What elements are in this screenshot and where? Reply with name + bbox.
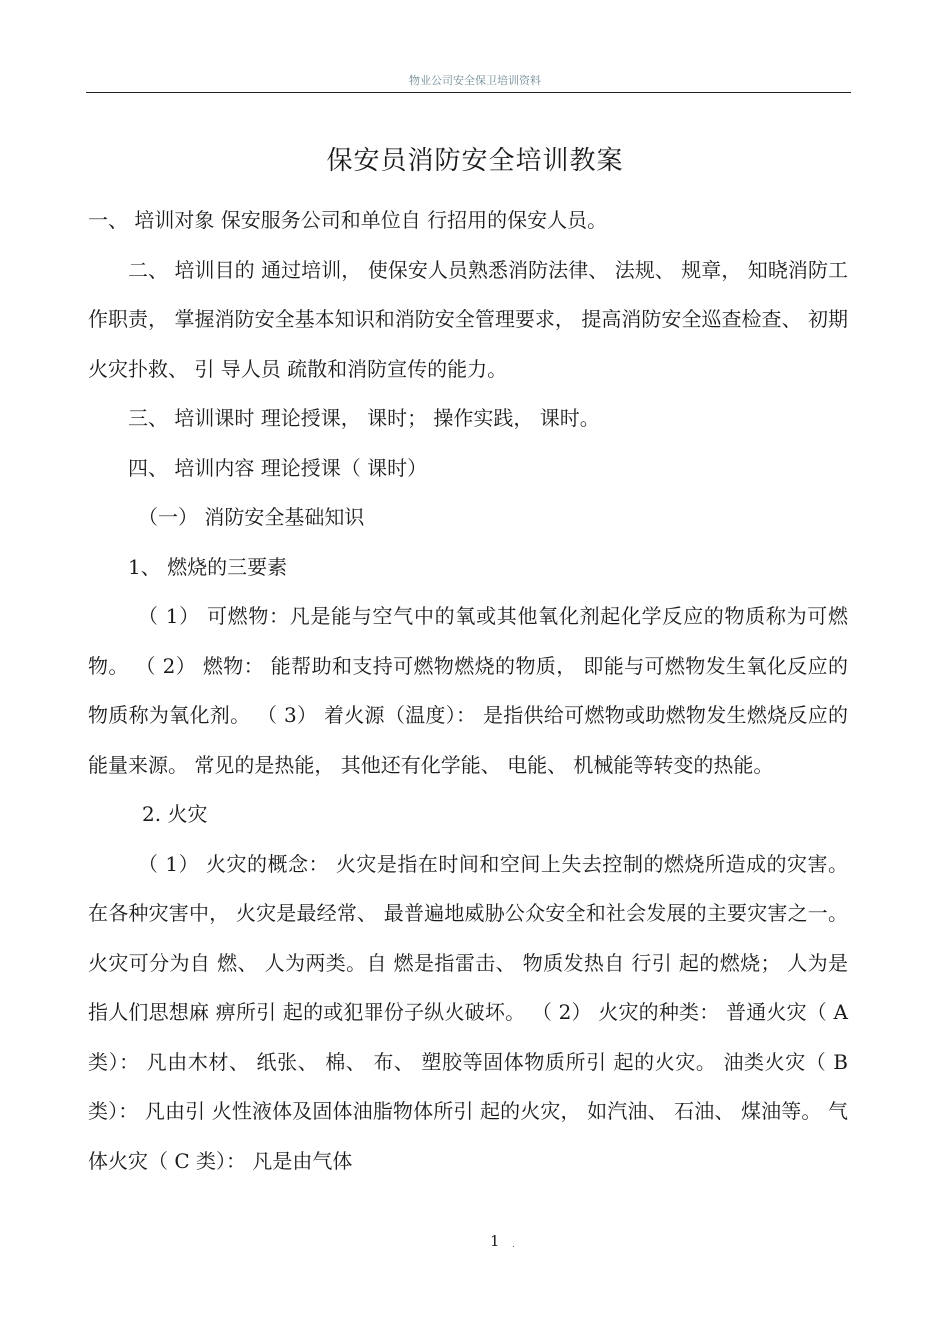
section-training-hours: 三、 培训课时 理论授课， 课时； 操作实践， 课时。 <box>128 406 600 430</box>
page-header: 物业公司安全保卫培训资料 <box>409 74 541 87</box>
section-training-target: 一、 培训对象 保安服务公司和单位自 行招用的保安人员。 <box>88 208 608 232</box>
item-combustion-elements: 1、 燃烧的三要素 <box>128 554 288 579</box>
document-body <box>88 196 848 1186</box>
page-footer-dot: . <box>512 1240 515 1250</box>
item-fire: 2. 火灾 <box>142 802 208 826</box>
subsection-fire-basics: （一） 消防安全基础知识 <box>138 505 365 529</box>
page-number: 1 <box>490 1232 500 1250</box>
header-divider <box>86 92 851 93</box>
section-training-purpose: 二、 培训目的 通过培训， 使保安人员熟悉消防法律、 法规、 规章， 知晓消防工作职责， 掌握消防安全基本知识和消防安全管理要求， 提高消防安全巡查检查、 初期火灾扑救、 引 导人员 疏散和消防宣传的能力。 <box>88 257 848 381</box>
paragraph-fire-details: （ 1） 火灾的概念： 火灾是指在时间和空间上失去控制的燃烧所造成的灾害。 在各种灾害中， 火灾是最经常、 最普遍地威胁公众安全和社会发展的主要灾害之一。 火灾可分为自 燃、 人为两类。自 燃是指雷击、 物质发热自 行引 起的燃烧； 人为是指人们思想麻 痹所引 起的或犯罪份子纵火破坏。 （ 2） 火灾的种类： 普通火灾（ A 类）： 凡由木材、 纸张、 棉、 布、 塑胶等固体物质所引 起的火灾。 油类火灾（ B 类）： 凡由引 火性液体及固体油脂物体所引 起的火灾， 如汽油、 石油、 煤油等。 气体火灾（ C 类）： 凡是由气体 <box>88 851 848 1173</box>
document-title: 保安员消防安全培训教案 <box>326 146 624 176</box>
paragraph-combustion-details: （ 1） 可燃物：凡是能与空气中的氧或其他氧化剂起化学反应的物质称为可燃物。 （ 2） 燃物： 能帮助和支持可燃物燃烧的物质， 即能与可燃物发生氧化反应的物质称为氧化剂。 （ 3） 着火源（温度）： 是指供给可燃物或助燃物发生燃烧反应的能量来源。 常见的是热能， 其他还有化学能、 电能、 机械能等转变的热能。 <box>88 604 848 777</box>
section-training-content: 四、 培训内容 理论授课（ 课时） <box>128 455 428 480</box>
